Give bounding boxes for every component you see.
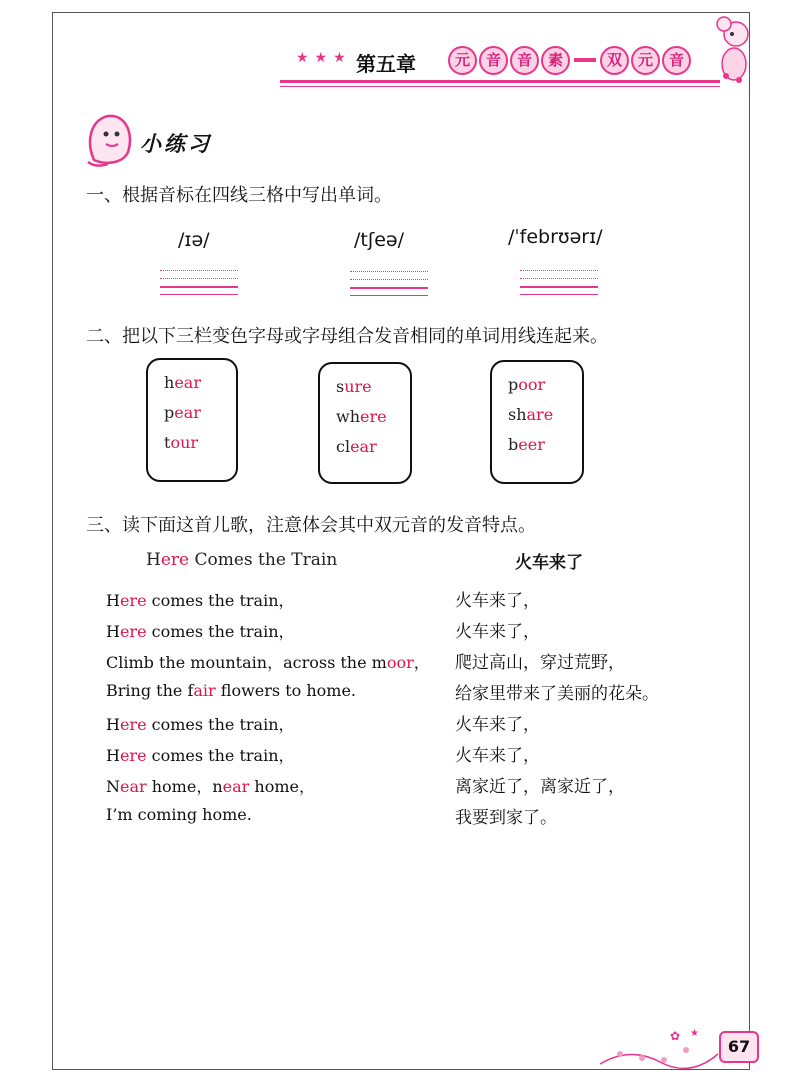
subtitle-dash <box>572 46 598 73</box>
subtitle-char: 元 <box>631 46 660 75</box>
match-word[interactable]: sure <box>336 377 372 396</box>
header-rule <box>280 80 720 83</box>
lyric-line-en: Here comes the train， <box>106 622 295 641</box>
lyric-line-en: Here comes the train， <box>106 715 295 734</box>
lyric-line-cn: 我要到家了。 <box>455 808 557 828</box>
chapter-subtitle <box>448 46 691 75</box>
lyric-line-cn: 离家近了，离家近了， <box>455 777 625 797</box>
lyric-line-cn: 给家里带来了美丽的花朵。 <box>455 684 659 704</box>
header-stars-decoration: ★★★ <box>296 50 352 66</box>
writing-lines-2[interactable] <box>350 271 428 303</box>
phonetic-1: /ɪə/ <box>178 229 210 251</box>
match-word[interactable]: where <box>336 407 387 426</box>
lyric-line-en: Climb the mountain，across the moor， <box>106 653 430 672</box>
word-column-1 <box>146 358 238 482</box>
page-number: 67 <box>719 1031 759 1063</box>
word-column-3 <box>490 360 584 484</box>
subtitle-char: 音 <box>510 46 539 75</box>
match-word[interactable]: beer <box>508 435 545 454</box>
lyric-line-en: Bring the fair flowers to home. <box>106 681 356 700</box>
header-rule-thin <box>280 86 720 87</box>
lyric-line-cn: 爬过高山，穿过荒野， <box>455 653 625 673</box>
song-title-en: Here Comes the Train <box>146 550 338 570</box>
page-border <box>52 12 750 1070</box>
match-word[interactable]: poor <box>508 375 546 394</box>
writing-lines-3[interactable] <box>520 270 598 302</box>
subtitle-char: 元 <box>448 46 477 75</box>
subtitle-char: 双 <box>600 46 629 75</box>
section-1-title: 一、根据音标在四线三格中写出单词。 <box>86 185 392 206</box>
section-3-title: 三、读下面这首儿歌，注意体会其中双元音的发音特点。 <box>86 515 536 536</box>
practice-mascot-icon <box>84 112 136 168</box>
match-word[interactable]: tour <box>164 433 199 452</box>
match-word[interactable]: hear <box>164 373 201 392</box>
lyric-line-cn: 火车来了， <box>455 622 540 642</box>
subtitle-char: 素 <box>541 46 570 75</box>
match-word[interactable]: clear <box>336 437 377 456</box>
mouse-mascot-icon <box>706 14 750 92</box>
section-2-title: 二、把以下三栏变色字母或字母组合发音相同的单词用线连起来。 <box>86 326 608 347</box>
phonetic-3: /ˈfebrʊərɪ/ <box>508 226 603 248</box>
lyric-line-cn: 火车来了， <box>455 591 540 611</box>
writing-lines-1[interactable] <box>160 270 238 302</box>
svg-text:★: ★ <box>690 1028 699 1039</box>
practice-title: 小练习 <box>140 132 212 156</box>
lyric-line-en: I’m coming home. <box>106 805 252 824</box>
lyric-line-cn: 火车来了， <box>455 715 540 735</box>
lyric-line-en: Here comes the train， <box>106 746 295 765</box>
flower-border-decoration <box>600 1024 720 1074</box>
match-word[interactable]: pear <box>164 403 201 422</box>
chapter-title: 第五章 <box>356 52 416 76</box>
phonetic-2: /tʃeə/ <box>354 229 405 251</box>
lyric-line-cn: 火车来了， <box>455 746 540 766</box>
subtitle-char: 音 <box>662 46 691 75</box>
subtitle-char: 音 <box>479 46 508 75</box>
match-word[interactable]: share <box>508 405 554 424</box>
song-title-cn: 火车来了 <box>515 553 583 573</box>
lyric-line-en: Near home，near home， <box>106 777 315 796</box>
lyric-line-en: Here comes the train， <box>106 591 295 610</box>
word-column-2 <box>318 362 412 484</box>
svg-text:✿: ✿ <box>670 1029 681 1043</box>
